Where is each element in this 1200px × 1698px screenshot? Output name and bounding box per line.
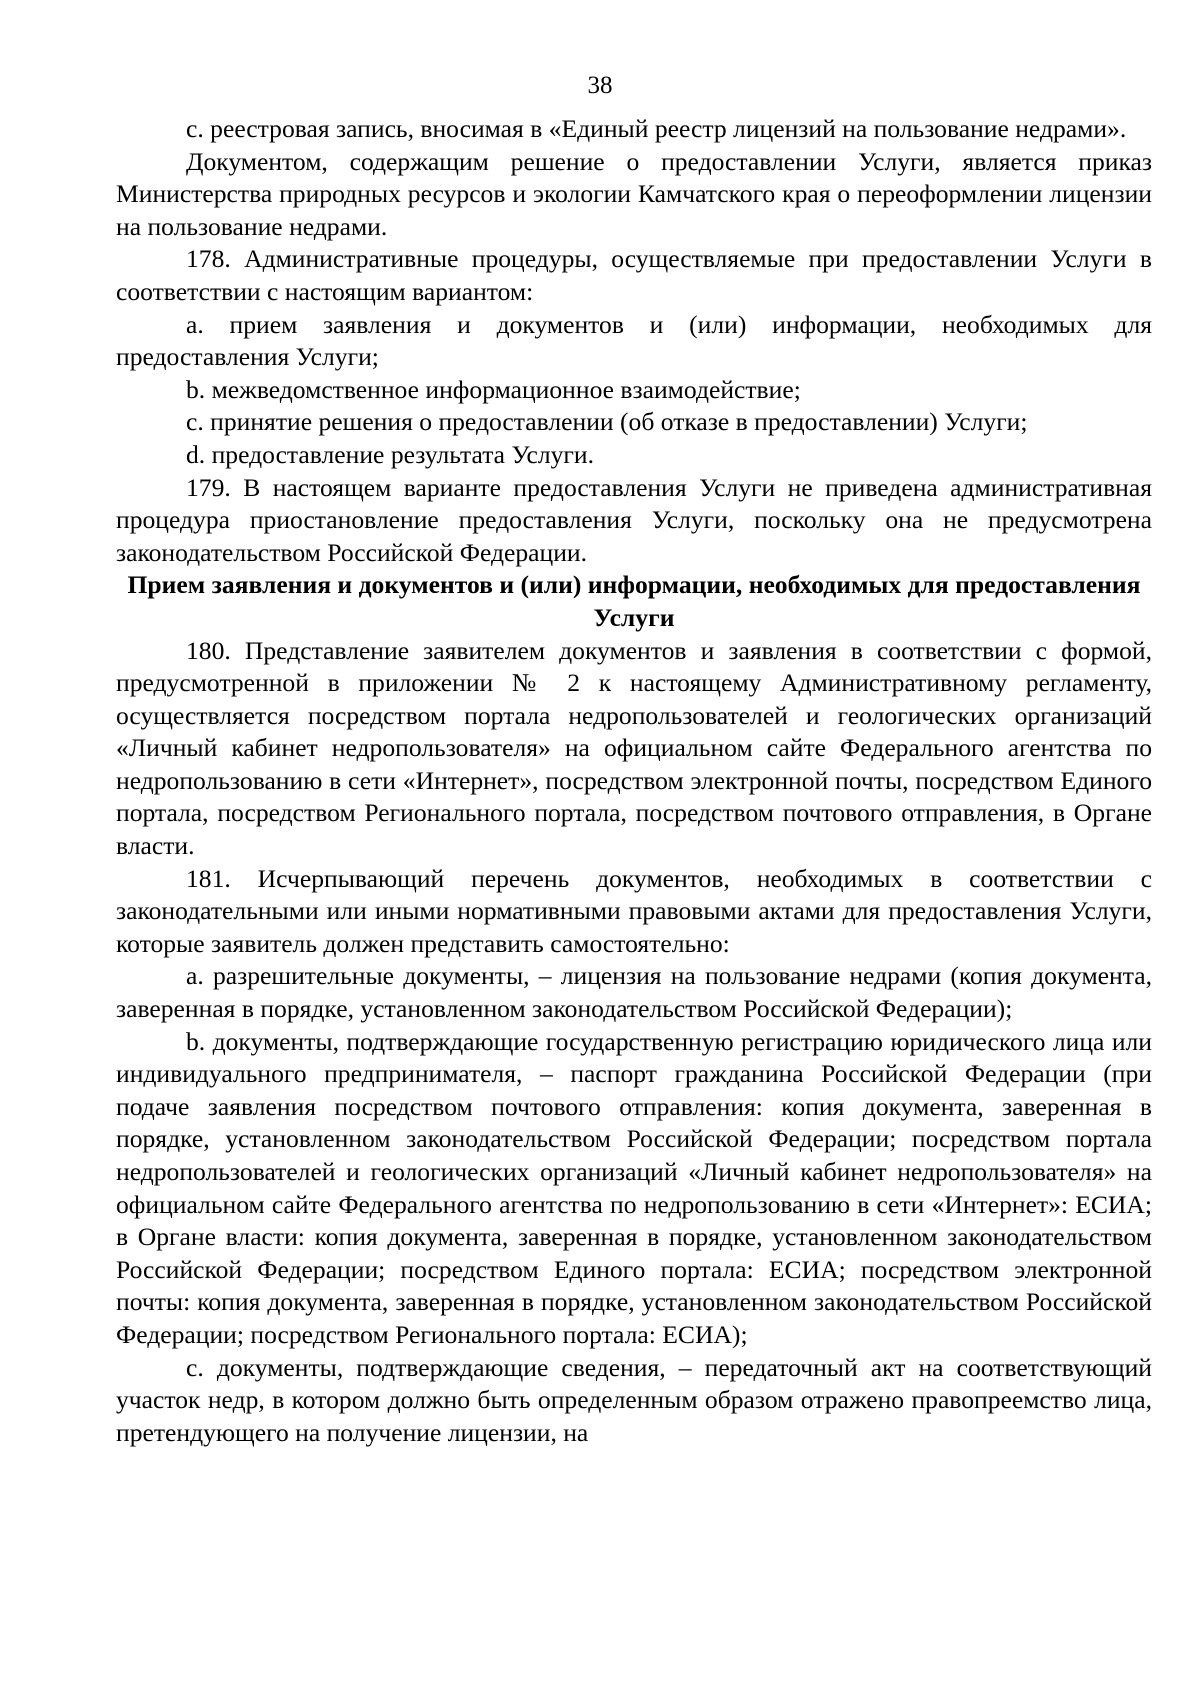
paragraph-c-registry-entry: c. реестровая запись, вносимая в «Единый реестр лицензий на пользование недрами». [186,114,1127,143]
paragraph-decision-document: Документом, содержащим решение о предоставлении Услуги, является приказ Министерства природных ресурсов и экологии Камчатского края о переоформлении лицензии на пользование недрами. [116,146,1152,241]
paragraph-181: 181. Исчерпывающий перечень документов, необходимых в соответствии с законодательными или иными нормативными правовыми актами для предоставления Услуги, которые заявитель должен представить самостоятельно: [116,863,1152,958]
list-item-b-interagency: b. межведомственное информационное взаимодействие; [186,374,801,404]
list-item-a-application-intake: a. прием заявления и документов и (или) информации, необходимых для предоставления Услуги; [116,309,1152,372]
paragraph-179: 179. В настоящем варианте предоставления Услуги не приведена административная процедура приостановление предоставления Услуги, поскольку она не предусмотрена законодательством Российской Федерации. [116,472,1152,567]
paragraph-178: 178. Административные процедуры, осуществляемые при предоставлении Услуги в соответствии с настоящим вариантом: [116,244,1152,306]
section-heading: Прием заявления и документов и (или) информации, необходимых для предоставления Услуги [127,570,1141,632]
page-number: 38 [587,72,613,99]
list-item-c-supporting-documents: c. документы, подтверждающие сведения, – передаточный акт на соответствующий участок недр, в котором должно быть определенным образом отражено правопреемство лица, претендующего на получение лицензии, на [116,1352,1152,1447]
document-body [116,113,1152,1449]
list-item-a-permits: a. разрешительные документы, – лицензия на пользование недрами (копия документа, заверенная в порядке, установленном законодательством Российской Федерации); [116,961,1152,1024]
paragraph-180: 180. Представление заявителем документов и заявления в соответствии с формой, предусмотренной в приложении № 2 к настоящему Административному регламенту, осуществляется посредством портала недропользователей и геологических организаций «Личный кабинет недропользователя» на официальном сайте Федерального агентства по недропользованию в сети «Интернет», посредством электронной почты, посредством Единого портала, посредством Регионального портала, посредством почтового отправления, в Органе власти. [116,635,1152,861]
list-item-b-registration-documents: b. документы, подтверждающие государственную регистрацию юридического лица или индивидуального предпринимателя, – паспорт гражданина Российской Федерации (при подаче заявления посредством почтового отправления: копия документа, заверенная в порядке, установленном законодательством Российской Федерации; посредством портала недропользователей и геологических организаций «Личный кабинет недропользователя» на официальном сайте Федерального агентства по недропользованию в сети «Интернет»: ЕСИА; в Органе власти: копия документа, заверенная в порядке, установленном законодательством Российской Федерации; посредством Единого портала: ЕСИА; посредством электронной почты: копия документа, заверенная в порядке, установленном законодательством Российской Федерации; посредством Регионального портала: ЕСИА); [116,1026,1152,1349]
list-item-d-result: d. предоставление результата Услуги. [186,439,595,469]
list-item-c-decision: c. принятие решения о предоставлении (об отказе в предоставлении) Услуги; [186,407,1028,437]
